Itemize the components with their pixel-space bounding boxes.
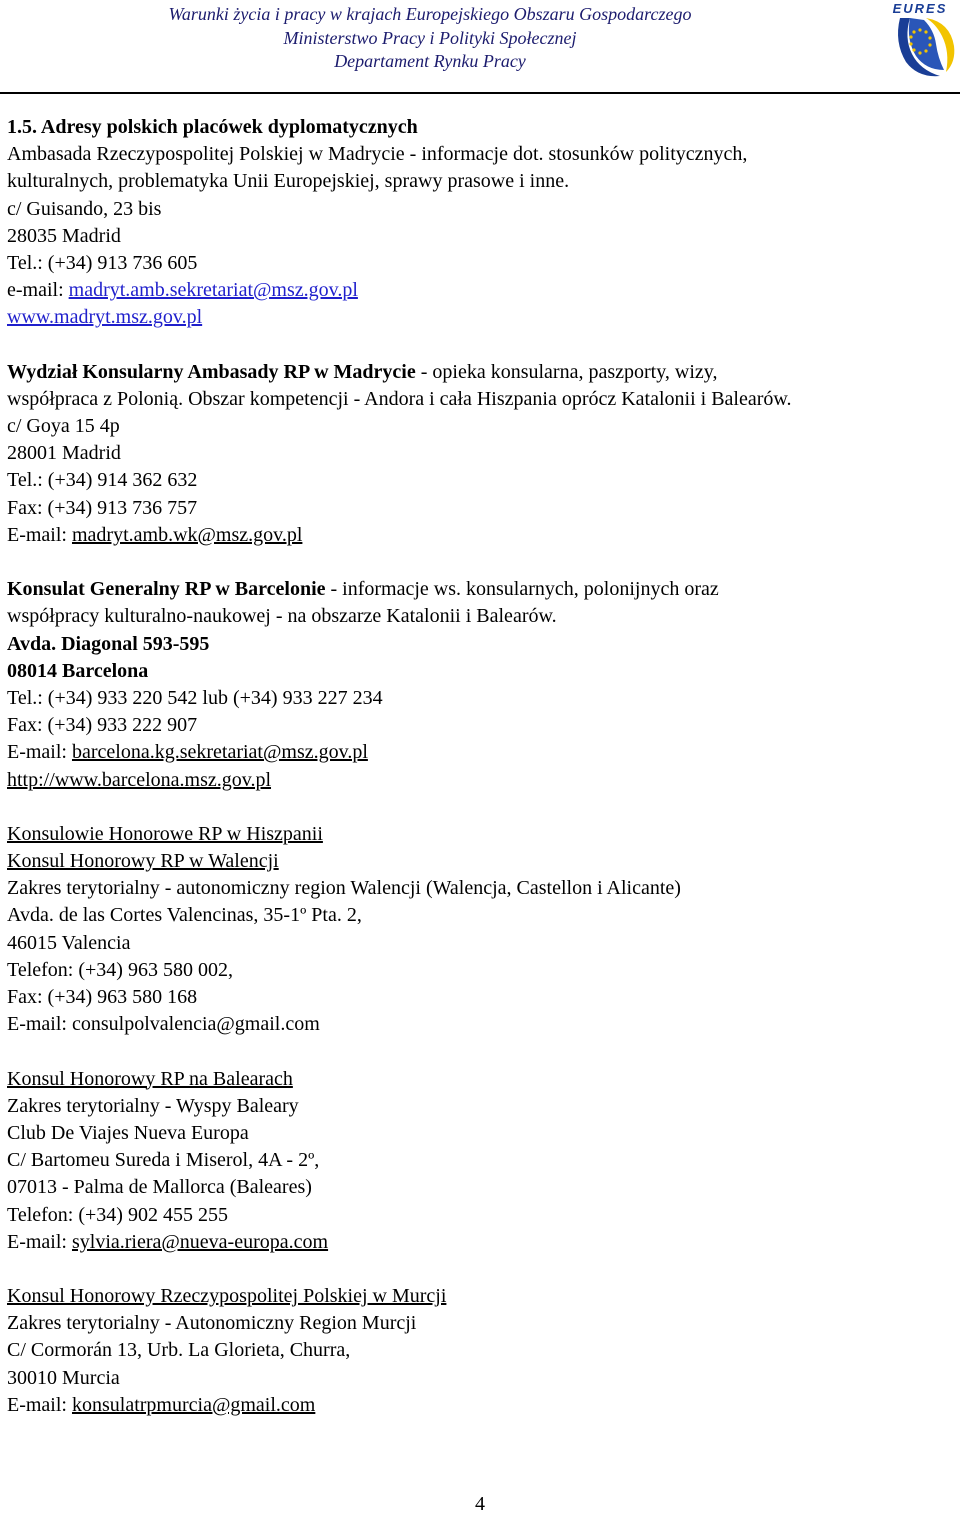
barcelona-street: Avda. Diagonal 593-595 [7, 632, 210, 655]
embassy-email-link[interactable]: madryt.amb.sekretariat@msz.gov.pl [68, 279, 358, 302]
consular-email-line [7, 522, 952, 549]
valencia-zone: Zakres terytorialny - autonomiczny region Walencji (Walencja, Castellon i Alicante) [7, 877, 681, 900]
page-number: 4 [475, 1493, 485, 1515]
barcelona-title: Konsulat Generalny RP w Barcelonie [7, 578, 326, 601]
embassy-description-1: Ambasada Rzeczypospolitej Polskiej w Madrycie - informacje dot. stosunków politycznych, [7, 143, 748, 166]
email-label: e-mail: [7, 279, 69, 302]
murcia-block [7, 1283, 952, 1419]
embassy-email-line [7, 277, 952, 304]
consular-description-1 [7, 359, 952, 386]
valencia-title: Konsul Honorowy RP w Walencji [7, 850, 279, 873]
valencia-fax: Fax: (+34) 963 580 168 [7, 986, 198, 1008]
header-rule [0, 92, 960, 94]
header-ministry: Ministerstwo Pracy i Polityki Społecznej [283, 28, 577, 48]
baleares-zone: Zakres terytorialny - Wyspy Baleary [7, 1094, 299, 1117]
embassy-www-link[interactable]: www.madryt.msz.gov.pl [7, 306, 203, 329]
baleares-email-link[interactable]: sylvia.riera@nueva-europa.com [71, 1230, 329, 1253]
barcelona-fax: Fax: (+34) 933 222 907 [7, 714, 198, 737]
barcelona-desc-rest: - informacje ws. konsularnych, polonijnych oraz [325, 578, 719, 601]
valencia-block [7, 848, 952, 1038]
consular-block [7, 359, 952, 549]
barcelona-www-line [7, 767, 952, 794]
barcelona-www-link[interactable]: http://www.barcelona.msz.gov.pl [7, 768, 272, 791]
spacer [7, 1256, 952, 1283]
consular-street: c/ Goya 15 4p [7, 415, 120, 438]
barcelona-block [7, 576, 952, 794]
email-label: E-mail: [7, 523, 72, 546]
barcelona-email-line [7, 739, 952, 766]
spacer [7, 1038, 952, 1065]
murcia-title: Konsul Honorowy Rzeczypospolitej Polskiej w Murcji [7, 1285, 447, 1308]
valencia-email: E-mail: consulpolvalencia@gmail.com [7, 1013, 320, 1036]
document-body [7, 114, 952, 1419]
valencia-tel: Telefon: (+34) 963 580 002, [7, 958, 233, 981]
consular-fax: Fax: (+34) 913 736 757 [7, 496, 198, 519]
embassy-block [7, 141, 952, 331]
barcelona-city: 08014 Barcelona [7, 659, 149, 682]
murcia-street: C/ Cormorán 13, Urb. La Glorieta, Churra, [7, 1339, 351, 1362]
header-title: Warunki życia i pracy w krajach Europejskiego Obszaru Gospodarczego [168, 4, 692, 24]
murcia-email-line [7, 1392, 952, 1419]
consular-desc-rest: - opieka konsularna, paszporty, wizy, [415, 360, 718, 383]
embassy-www-line [7, 304, 952, 331]
valencia-city: 46015 Valencia [7, 931, 131, 954]
baleares-city: 07013 - Palma de Mallorca (Baleares) [7, 1176, 312, 1199]
barcelona-description-1 [7, 576, 952, 603]
murcia-city: 30010 Murcia [7, 1366, 120, 1389]
baleares-email-line [7, 1229, 952, 1256]
spacer [7, 549, 952, 576]
header-department: Departament Rynku Pracy [334, 51, 526, 71]
spacer [7, 794, 952, 821]
murcia-zone: Zakres terytorialny - Autonomiczny Region Murcji [7, 1312, 417, 1335]
barcelona-description-2: współpracy kulturalno-naukowej - na obszarze Katalonii i Balearów. [7, 605, 557, 628]
embassy-street: c/ Guisando, 23 bis [7, 197, 162, 220]
eures-logo [880, 0, 958, 80]
email-label: E-mail: [7, 1230, 72, 1253]
baleares-org: Club De Viajes Nueva Europa [7, 1121, 249, 1144]
section-heading: 1.5. Adresy polskich placówek dyplomatycznych [7, 116, 418, 138]
email-label: E-mail: [7, 741, 72, 764]
baleares-block [7, 1066, 952, 1256]
embassy-city: 28035 Madrid [7, 224, 121, 247]
valencia-street: Avda. de las Cortes Valencinas, 35-1º Pta. 2, [7, 904, 362, 927]
consular-tel: Tel.: (+34) 914 362 632 [7, 469, 198, 492]
barcelona-email-link[interactable]: barcelona.kg.sekretariat@msz.gov.pl [71, 741, 368, 764]
eures-logo-text: EURES [892, 1, 948, 16]
baleares-street: C/ Bartomeu Sureda i Miserol, 4A - 2º, [7, 1149, 320, 1172]
consular-city: 28001 Madrid [7, 442, 121, 465]
baleares-title: Konsul Honorowy RP na Balearach [7, 1067, 293, 1090]
consular-description-2: współpraca z Polonią. Obszar kompetencji - Andora i cała Hiszpania oprócz Katalonii i Balearów. [7, 387, 792, 410]
barcelona-tel: Tel.: (+34) 933 220 542 lub (+34) 933 227 234 [7, 686, 383, 709]
consular-email-link[interactable]: madryt.amb.wk@msz.gov.pl [71, 523, 303, 546]
embassy-tel: Tel.: (+34) 913 736 605 [7, 251, 198, 274]
email-label: E-mail: [7, 1393, 72, 1416]
embassy-description-2: kulturalnych, problematyka Unii Europejskiej, sprawy prasowe i inne. [7, 170, 570, 193]
baleares-tel: Telefon: (+34) 902 455 255 [7, 1203, 228, 1226]
page-header [0, 0, 960, 80]
consular-title: Wydział Konsularny Ambasady RP w Madrycie [7, 360, 416, 383]
honorary-consuls-heading: Konsulowie Honorowe RP w Hiszpanii [7, 822, 323, 845]
murcia-email-link[interactable]: konsulatrpmurcia@gmail.com [71, 1393, 316, 1416]
spacer [7, 332, 952, 359]
